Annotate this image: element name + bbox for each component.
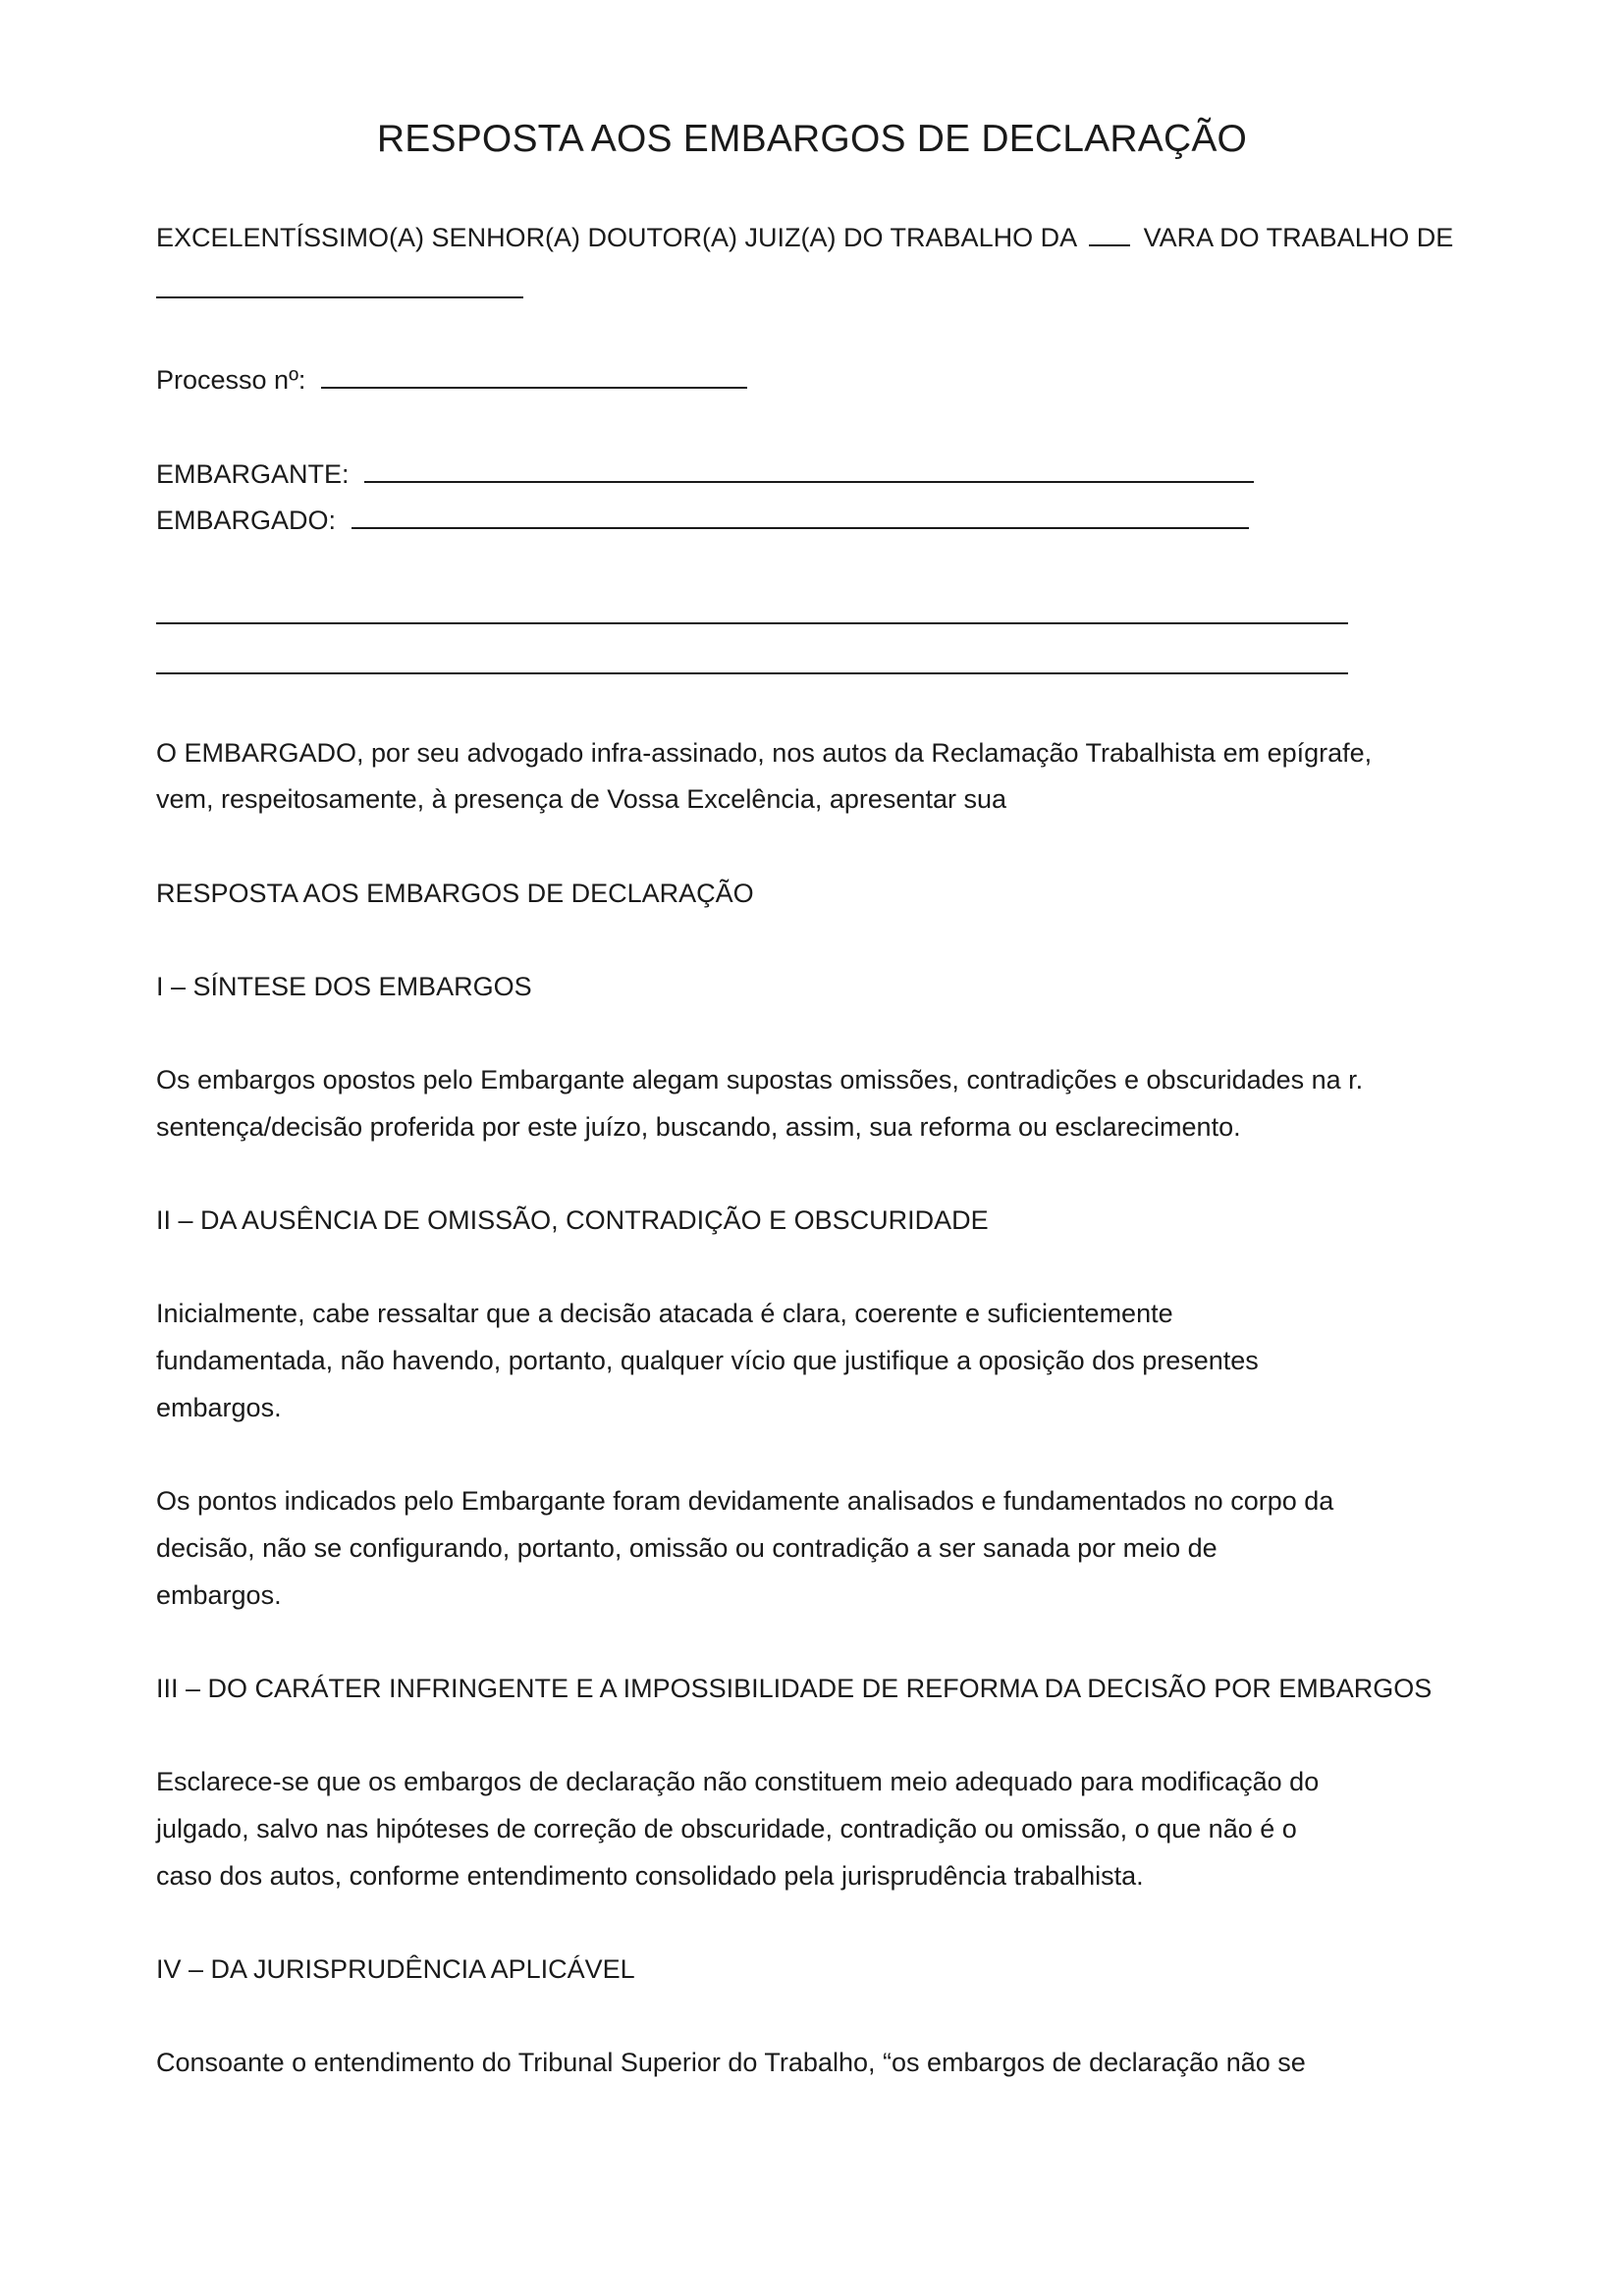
process-line: [156, 363, 747, 397]
section-3-line-3: caso dos autos, conforme entendimento consolidado pela jurisprudência trabalhista.: [156, 1861, 1144, 1891]
intro-line-1: O EMBARGADO, por seu advogado infra-assinado, nos autos da Reclamação Trabalhista em epígrafe,: [156, 738, 1373, 768]
section-3-line-1: Esclarece-se que os embargos de declaração não constituem meio adequado para modificação do: [156, 1767, 1320, 1796]
subtitle: RESPOSTA AOS EMBARGOS DE DECLARAÇÃO: [156, 879, 754, 908]
section-3-line-2: julgado, salvo nas hipóteses de correção de obscuridade, contradição ou omissão, o que não é o: [156, 1814, 1297, 1843]
addressee-text-part2: VARA DO TRABALHO DE: [1143, 223, 1454, 252]
section-2-para-1-line-3: embargos.: [156, 1393, 282, 1422]
blank-line-2[interactable]: [156, 672, 1348, 674]
process-label: Processo nº:: [156, 365, 306, 395]
embargante-label: EMBARGANTE:: [156, 459, 350, 489]
section-2-para-2-line-1: Os pontos indicados pelo Embargante foram devidamente analisados e fundamentados no corpo da: [156, 1486, 1334, 1516]
section-2-heading: II – DA AUSÊNCIA DE OMISSÃO, CONTRADIÇÃO E OBSCURIDADE: [156, 1205, 989, 1235]
embargante-blank[interactable]: [364, 481, 1254, 483]
embargado-label: EMBARGADO:: [156, 506, 337, 535]
blank-line-1[interactable]: [156, 622, 1348, 624]
section-3-heading: III – DO CARÁTER INFRINGENTE E A IMPOSSIBILIDADE DE REFORMA DA DECISÃO POR EMBARGOS: [156, 1674, 1433, 1703]
section-1-line-1: Os embargos opostos pelo Embargante alegam supostas omissões, contradições e obscuridades na r.: [156, 1065, 1364, 1095]
section-2-para-1-line-1: Inicialmente, cabe ressaltar que a decisão atacada é clara, coerente e suficientemente: [156, 1299, 1173, 1328]
section-2-para-2-line-3: embargos.: [156, 1580, 282, 1610]
intro-line-2: vem, respeitosamente, à presença de Vossa Excelência, apresentar sua: [156, 784, 1006, 814]
section-4-line-1: Consoante o entendimento do Tribunal Superior do Trabalho, “os embargos de declaração não se: [156, 2048, 1306, 2077]
embargante-line: [156, 457, 1254, 491]
embargado-blank[interactable]: [352, 527, 1249, 529]
addressee-text-part1: EXCELENTÍSSIMO(A) SENHOR(A) DOUTOR(A) JUIZ(A) DO TRABALHO DA: [156, 223, 1076, 252]
section-2-para-2-line-2: decisão, não se configurando, portanto, omissão ou contradição a ser sanada por meio de: [156, 1533, 1218, 1563]
addressee-line: [156, 221, 1453, 254]
document-title: RESPOSTA AOS EMBARGOS DE DECLARAÇÃO: [376, 118, 1248, 160]
vara-number-blank[interactable]: [1089, 244, 1130, 246]
section-1-line-2: sentença/decisão proferida por este juízo, buscando, assim, sua reforma ou esclarecimento.: [156, 1112, 1241, 1142]
section-2-para-1-line-2: fundamentada, não havendo, portanto, qualquer vício que justifique a oposição dos presentes: [156, 1346, 1259, 1375]
vara-city-blank[interactable]: [156, 296, 523, 298]
section-4-heading: IV – DA JURISPRUDÊNCIA APLICÁVEL: [156, 1954, 635, 1984]
process-number-blank[interactable]: [321, 387, 747, 389]
embargado-line: [156, 504, 1249, 537]
section-1-heading: I – SÍNTESE DOS EMBARGOS: [156, 972, 532, 1001]
